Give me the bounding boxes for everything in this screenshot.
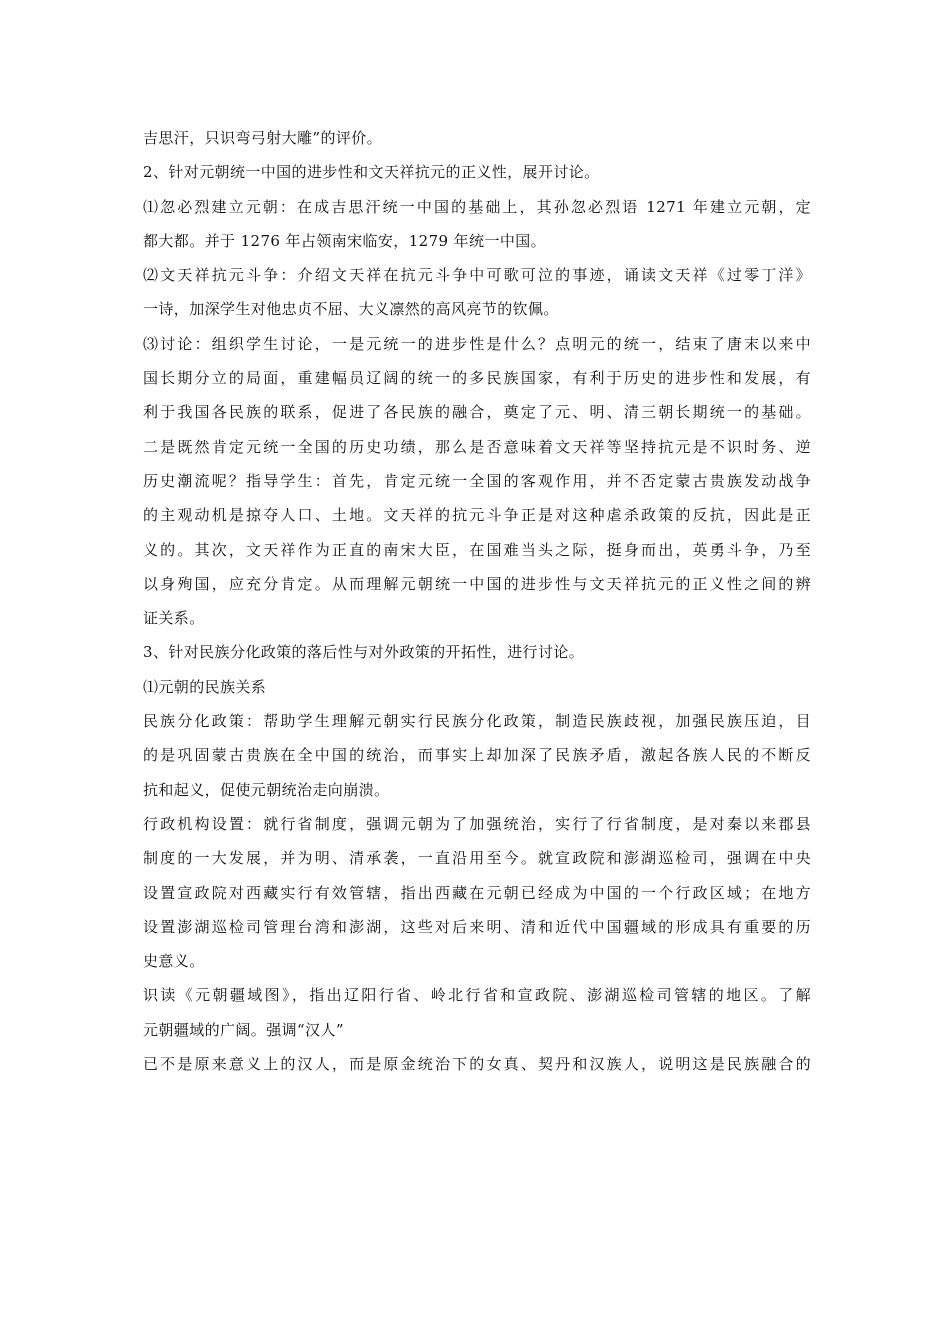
- text-line: 设置宣政院对西藏实行有效管辖，指出西藏在元朝已经成为中国的一个行政区域；在地方: [143, 883, 811, 902]
- text-line: ⑴忽必烈建立元朝：在成吉思汗统一中国的基础上，其孙忽必烈语 1271 年建立元朝，定: [143, 197, 811, 216]
- text-line: 史意义。: [143, 952, 205, 971]
- text-line: ⑶讨论：组织学生讨论，一是元统一的进步性是什么？点明元的统一，结束了唐末以来中: [143, 334, 811, 353]
- text-line: 二是既然肯定元统一全国的历史功绩，那么是否意味着文天祥等坚持抗元是不识时务、逆: [143, 437, 811, 456]
- text-line: 的是巩固蒙古贵族在全中国的统治，而事实上却加深了民族矛盾，激起各族人民的不断反: [143, 746, 811, 765]
- text-line: 利于我国各民族的联系，促进了各民族的融合，奠定了元、明、清三朝长期统一的基础。: [143, 403, 811, 422]
- text-line: 吉思汗，只识弯弓射大雕”的评价。: [143, 129, 383, 147]
- text-line: 制度的一大发展，并为明、清承袭，一直沿用至今。就宣政院和澎湖巡检司，强调在中央: [143, 849, 811, 868]
- text-line: 义的。其次，文天祥作为正直的南宋大臣，在国难当头之际，挺身而出，英勇斗争，乃至: [143, 540, 811, 559]
- text-line: 以身殉国，应充分肯定。从而理解元朝统一中国的进步性与文天祥抗元的正义性之间的辨: [143, 574, 811, 593]
- text-line: 民族分化政策：帮助学生理解元朝实行民族分化政策，制造民族歧视，加强民族压迫，目: [143, 712, 811, 731]
- text-line: 识读《元朝疆域图》，指出辽阳行省、岭北行省和宣政院、澎湖巡检司管辖的地区。了解: [143, 986, 811, 1005]
- text-line: 2、针对元朝统一中国的进步性和文天祥抗元的正义性，展开讨论。: [143, 163, 600, 182]
- text-line: 证关系。: [143, 609, 205, 628]
- document-body: [143, 122, 811, 1082]
- text-line: 元朝疆域的广阔。强调“汉人”: [143, 1020, 344, 1039]
- text-line: 一诗，加深学生对他忠贞不屈、大义凛然的高风亮节的钦佩。: [143, 300, 559, 319]
- text-line: 设置澎湖巡检司管理台湾和澎湖，这些对后来明、清和近代中国疆域的形成具有重要的历: [143, 917, 811, 936]
- text-line: ⑵文天祥抗元斗争：介绍文天祥在抗元斗争中可歌可泣的事迹，诵读文天祥《过零丁洋》: [143, 266, 811, 285]
- text-line: 行政机构设置：就行省制度，强调元朝为了加强统治，实行了行省制度，是对秦以来郡县: [143, 814, 811, 833]
- text-line: 抗和起义，促使元朝统治走向崩溃。: [143, 780, 390, 799]
- text-line: 都大都。并于 1276 年占领南宋临安，1279 年统一中国。: [143, 231, 547, 250]
- text-line: 的主观动机是掠夺人口、土地。文天祥的抗元斗争正是对这种虐杀政策的反抗，因此是正: [143, 506, 811, 525]
- text-line: 国长期分立的局面，重建幅员辽阔的统一的多民族国家，有利于历史的进步性和发展，有: [143, 369, 811, 388]
- text-line: 已不是原来意义上的汉人，而是原金统治下的女真、契丹和汉族人，说明这是民族融合的: [143, 1055, 811, 1074]
- text-line: 历史潮流呢？指导学生：首先，肯定元统一全国的客观作用，并不否定蒙古贵族发动战争: [143, 471, 811, 490]
- text-line: 3、针对民族分化政策的落后性与对外政策的开拓性，进行讨论。: [143, 643, 585, 662]
- text-line: ⑴元朝的民族关系: [143, 677, 267, 696]
